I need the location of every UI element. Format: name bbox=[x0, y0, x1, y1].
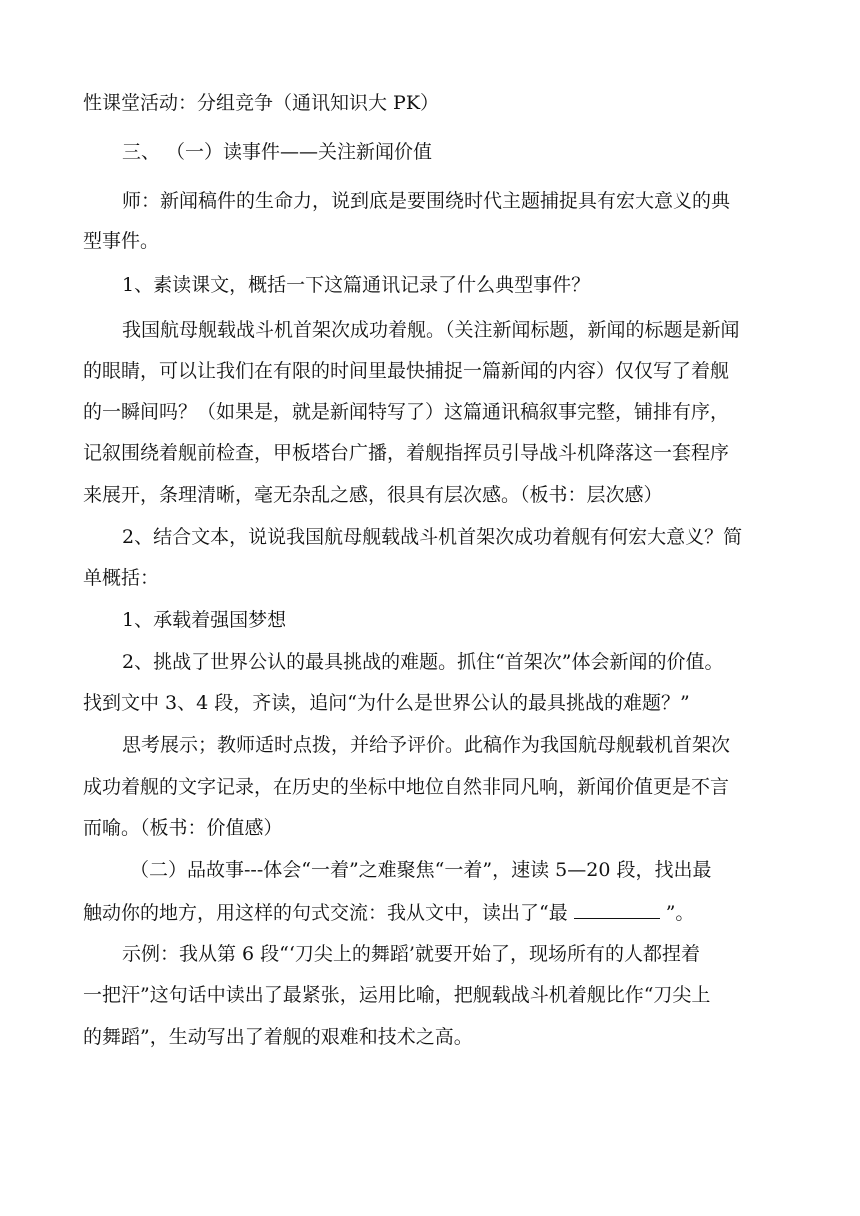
section-heading-2: （二）品故事---体会“一着”之难聚焦“一着”，速读 5—20 段，找出最 bbox=[130, 859, 712, 881]
paragraph-discussion-cont: 成功着舰的文字记录，在历史的坐标中地位自然非同凡响，新闻价值更是不言 bbox=[83, 776, 730, 798]
prompt-close: ”。 bbox=[665, 902, 695, 924]
question-2: 2、结合文本，说说我国航母舰载战斗机首架次成功着舰有何宏大意义？简 bbox=[122, 526, 743, 548]
answer-1-line-1: 我国航母舰载战斗机首架次成功着舰。（关注新闻标题，新闻的标题是新闻 bbox=[122, 319, 740, 341]
fill-in-blank bbox=[574, 900, 660, 919]
prompt-text: 触动你的地方，用这样的句式交流：我从文中，读出了“最 bbox=[83, 902, 568, 924]
answer-1-line-3: 的一瞬间吗？（如果是，就是新闻特写了）这篇通讯稿叙事完整，铺排有序， bbox=[83, 401, 730, 423]
paragraph-teacher: 师：新闻稿件的生命力，说到底是要围绕时代主题捕捉具有宏大意义的典 bbox=[122, 190, 731, 212]
point-1: 1、承载着强国梦想 bbox=[122, 609, 287, 631]
answer-1-line-2: 的眼睛，可以让我们在有限的时间里最快捕捉一篇新闻的内容）仅仅写了着舰 bbox=[83, 360, 730, 382]
answer-1-line-5: 来展开，条理清晰，毫无杂乱之感，很具有层次感。（板书：层次感） bbox=[83, 484, 663, 506]
paragraph-discussion: 思考展示；教师适时点拨，并给予评价。此稿作为我国航母舰载机首架次 bbox=[122, 734, 731, 756]
example-line-1: 示例：我从第 6 段“‘刀尖上的舞蹈’就要开始了，现场所有的人都捏着 bbox=[122, 943, 700, 965]
paragraph-teacher-cont: 型事件。 bbox=[83, 230, 160, 252]
point-2-cont: 找到文中 3、4 段，齐读，追问“为什么是世界公认的最具挑战的难题？” bbox=[83, 692, 690, 714]
point-2: 2、挑战了世界公认的最具挑战的难题。抓住“首架次”体会新闻的价值。 bbox=[122, 651, 724, 673]
section-heading-2-cont bbox=[83, 900, 694, 925]
question-2-cont: 单概括： bbox=[83, 567, 160, 589]
question-1: 1、素读课文，概括一下这篇通讯记录了什么典型事件？ bbox=[122, 274, 591, 296]
paragraph-discussion-end: 而喻。（板书：价值感） bbox=[83, 817, 283, 839]
answer-1-line-4: 记叙围绕着舰前检查，甲板塔台广播，着舰指挥员引导战斗机降落这一套程序 bbox=[83, 442, 730, 464]
example-line-3: 的舞蹈”，生动写出了着舰的艰难和技术之高。 bbox=[83, 1026, 473, 1048]
example-line-2: 一把汗”这句话中读出了最紧张，运用比喻，把舰载战斗机着舰比作“刀尖上 bbox=[83, 984, 711, 1006]
section-heading-1: 三、 （一）读事件——关注新闻价值 bbox=[122, 141, 433, 163]
paragraph-activity: 性课堂活动：分组竞争（通讯知识大 PK） bbox=[83, 92, 440, 114]
